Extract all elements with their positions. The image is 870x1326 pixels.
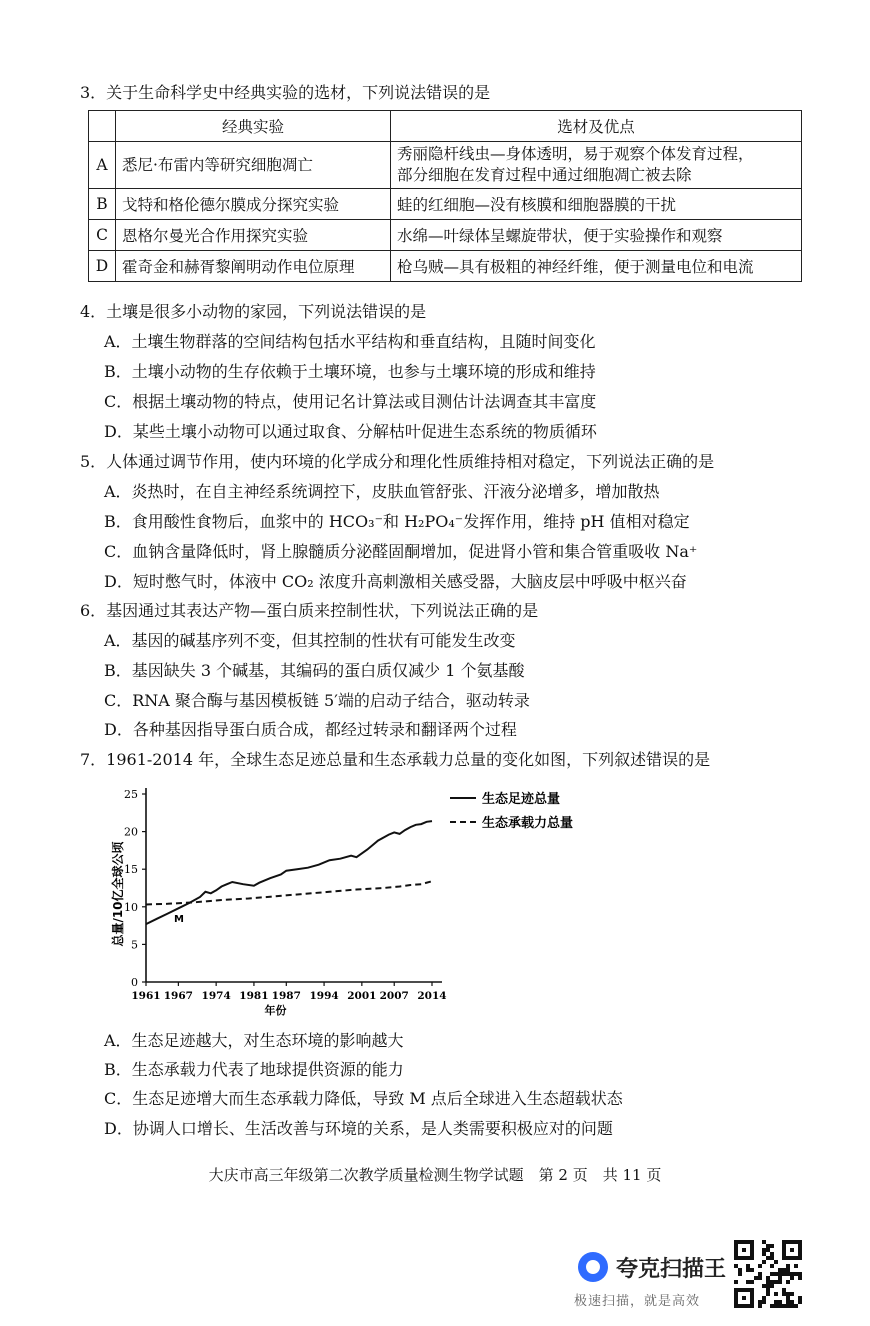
x-tick-label: 2014 [417,990,447,1002]
y-tick-label: 10 [124,900,138,914]
qr-module [746,1240,750,1244]
qr-module [782,1240,786,1244]
qr-module [786,1280,790,1284]
qr-module [738,1256,742,1260]
qr-module [734,1280,738,1284]
qr-module [738,1268,742,1272]
x-tick-label: 1994 [309,990,339,1002]
qr-module [794,1304,798,1308]
qr-module [758,1304,762,1308]
qr-module [734,1248,738,1252]
qr-module [790,1300,794,1304]
qr-module [762,1296,766,1300]
question-6-stem: 6．基因通过其表达产物—蛋白质来控制性状，下列说法正确的是 [80,601,539,620]
qr-module [790,1272,794,1276]
question-6-option-a[interactable]: A．基因的碱基序列不变，但其控制的性状有可能发生改变 [104,631,516,650]
qr-module [742,1256,746,1260]
qr-module [770,1284,774,1288]
qr-module [798,1272,802,1276]
table-row [89,251,802,282]
qr-module [762,1260,766,1264]
qr-module [754,1276,758,1280]
qr-module [766,1292,770,1296]
qr-module [790,1248,794,1252]
qr-module [742,1304,746,1308]
qr-code-icon [734,1240,802,1308]
qr-module [734,1300,738,1304]
question-5-option-a[interactable]: A．炎热时，在自主神经系统调控下，皮肤血管舒张、汗液分泌增多，增加散热 [104,482,660,501]
qr-module [738,1240,742,1244]
qr-module [774,1260,778,1264]
row-experiment: 戈特和格伦德尔膜成分探究实验 [116,189,391,220]
qr-module [774,1304,778,1308]
qr-module [786,1268,790,1272]
qr-module [762,1284,766,1288]
qr-module [742,1296,746,1300]
qr-module [798,1252,802,1256]
qr-module [734,1256,738,1260]
qr-module [750,1304,754,1308]
qr-module [774,1280,778,1284]
question-4-option-b[interactable]: B．土壤小动物的生存依赖于土壤环境，也参与土壤环境的形成和维持 [104,362,596,381]
x-tick-label: 1981 [239,990,269,1002]
footprint-chart [110,780,610,1020]
qr-module [746,1288,750,1292]
question-4-stem: 4．土壤是很多小动物的家园，下列说法错误的是 [80,302,427,321]
qr-module [758,1300,762,1304]
question-6-option-b[interactable]: B．基因缺失 3 个碱基，其编码的蛋白质仅减少 1 个氨基酸 [104,661,525,680]
qr-module [786,1240,790,1244]
qr-module [758,1272,762,1276]
qr-module [770,1244,774,1248]
qr-module [758,1264,762,1268]
y-tick-label: 5 [131,938,138,952]
qr-module [774,1300,778,1304]
qr-module [738,1272,742,1276]
series-line-capacity [146,881,432,904]
qr-module [782,1244,786,1248]
qr-module [762,1252,766,1256]
scanner-logo-icon [578,1252,608,1282]
qr-module [766,1288,770,1292]
legend-label: 生态承载力总量 [482,816,574,831]
qr-module [734,1264,738,1268]
qr-module [750,1256,754,1260]
row-experiment: 霍奇金和赫胥黎阐明动作电位原理 [116,251,391,282]
qr-module [734,1244,738,1248]
qr-module [790,1256,794,1260]
row-material [391,142,802,189]
qr-module [746,1264,750,1268]
qr-module [770,1252,774,1256]
question-5-option-b[interactable]: B．食用酸性食物后，血浆中的 HCO₃⁻和 H₂PO₄⁻发挥作用，维持 pH 值相对稳定 [104,512,690,531]
x-tick-label: 1987 [271,990,301,1002]
qr-module [742,1288,746,1292]
qr-module [778,1272,782,1276]
qr-module [798,1240,802,1244]
qr-module [782,1292,786,1296]
qr-module [782,1304,786,1308]
qr-module [750,1296,754,1300]
qr-module [746,1256,750,1260]
qr-module [734,1292,738,1296]
legend-label: 生态足迹总量 [482,792,561,807]
qr-module [766,1276,770,1280]
qr-module [782,1272,786,1276]
qr-module [746,1268,750,1272]
table-header-blank [89,111,116,142]
qr-module [786,1292,790,1296]
x-tick-label: 1961 [131,990,161,1002]
qr-module [734,1304,738,1308]
question-4-option-d[interactable]: D．某些土壤小动物可以通过取食、分解枯叶促进生态系统的物质循环 [104,422,597,441]
qr-module [738,1304,742,1308]
y-axis-label: 总量/10亿全球公顷 [111,841,125,947]
table-header-material: 选材及优点 [391,111,802,142]
qr-module [734,1252,738,1256]
table-row [89,220,802,251]
qr-module [750,1300,754,1304]
qr-module [770,1304,774,1308]
qr-module [774,1292,778,1296]
qr-module [762,1300,766,1304]
scanner-slogan: 极速扫描，就是高效 [574,1294,701,1309]
qr-module [750,1268,754,1272]
question-5-stem: 5．人体通过调节作用，使内环境的化学成分和理化性质维持相对稳定，下列说法正确的是 [80,452,715,471]
y-tick-label: 25 [124,788,138,801]
qr-module [786,1304,790,1308]
y-tick-label: 20 [124,825,138,839]
qr-module [790,1292,794,1296]
qr-module [770,1264,774,1268]
qr-module [750,1252,754,1256]
qr-module [750,1244,754,1248]
qr-module [794,1256,798,1260]
question-7-option-a[interactable]: A．生态足迹越大，对生态环境的影响越大 [104,1031,404,1050]
qr-module [794,1264,798,1268]
scanner-brand-name: 夸克扫描王 [616,1257,727,1282]
row-label: D [89,251,116,282]
qr-module [790,1240,794,1244]
qr-module [786,1272,790,1276]
qr-module [798,1248,802,1252]
qr-module [794,1272,798,1276]
question-4-option-c[interactable]: C．根据土壤动物的特点，使用记名计算法或目测估计法调查其丰富度 [104,392,597,411]
qr-module [746,1280,750,1284]
qr-module [746,1304,750,1308]
qr-module [782,1256,786,1260]
row-material: 枪乌贼—具有极粗的神经纤维，便于测量电位和电流 [391,251,802,282]
page-footer: 大庆市高三年级第二次教学质量检测生物学试题 第 2 页 共 11 页 [208,1166,662,1184]
x-tick-label: 1967 [163,990,193,1002]
qr-module [742,1240,746,1244]
qr-module [782,1248,786,1252]
qr-module [738,1288,742,1292]
qr-module [782,1288,786,1292]
question-7-stem: 7．1961-2014 年，全球生态足迹总量和生态承载力总量的变化如图，下列叙述错误的是 [80,750,711,769]
qr-module [770,1256,774,1260]
question-5-option-d[interactable]: D．短时憋气时，体液中 CO₂ 浓度升高刺激相关感受器，大脑皮层中呼吸中枢兴奋 [104,572,687,591]
qr-module [750,1240,754,1244]
qr-module [734,1240,738,1244]
qr-module [750,1248,754,1252]
scanner-watermark [572,1248,802,1312]
qr-module [790,1276,794,1280]
x-axis-label: 年份 [264,1004,287,1017]
question-3-stem: 3．关于生命科学史中经典实验的选材，下列说法错误的是 [80,83,491,102]
qr-module [758,1276,762,1280]
x-tick-label: 1974 [201,990,231,1002]
qr-module [786,1300,790,1304]
qr-module [770,1272,774,1276]
qr-module [762,1248,766,1252]
table-header-row [89,111,802,142]
row-label: A [89,142,116,189]
qr-module [798,1276,802,1280]
qr-module [750,1280,754,1284]
qr-module [766,1284,770,1288]
qr-module [762,1240,766,1244]
question-5-option-c[interactable]: C．血钠含量降低时，肾上腺髓质分泌醛固酮增加，促进肾小管和集合管重吸收 Na⁺ [104,542,698,561]
qr-module [790,1304,794,1308]
qr-module [766,1248,770,1252]
row-material-line: 秀丽隐杆线虫—身体透明，易于观察个体发育过程， [397,145,754,163]
qr-module [778,1300,782,1304]
row-material-line: 部分细胞在发育过程中通过细胞凋亡被去除 [397,166,692,184]
qr-module [778,1280,782,1284]
question-4-option-a[interactable]: A．土壤生物群落的空间结构包括水平结构和垂直结构，且随时间变化 [104,332,596,351]
row-material: 水绵—叶绿体呈螺旋带状，便于实验操作和观察 [391,220,802,251]
qr-module [782,1268,786,1272]
qr-module [798,1300,802,1304]
table-row [89,189,802,220]
qr-module [774,1272,778,1276]
qr-module [786,1264,790,1268]
qr-module [798,1256,802,1260]
qr-module [742,1248,746,1252]
question-7-option-d[interactable]: D．协调人口增长、生活改善与环境的关系，是人类需要积极应对的问题 [104,1119,613,1138]
table-header-experiment: 经典实验 [116,111,391,142]
question-3-table [88,110,802,282]
qr-module [766,1280,770,1284]
qr-module [778,1304,782,1308]
qr-module [798,1296,802,1300]
qr-module [770,1280,774,1284]
qr-module [794,1240,798,1244]
x-tick-label: 2001 [347,990,377,1002]
qr-module [750,1292,754,1296]
row-label: B [89,189,116,220]
qr-module [750,1288,754,1292]
question-6-option-d[interactable]: D．各种基因指导蛋白质合成，都经过转录和翻译两个过程 [104,720,517,739]
table-row [89,142,802,189]
annotation-m: M [174,913,185,925]
row-experiment: 恩格尔曼光合作用探究实验 [116,220,391,251]
row-material: 蛙的红细胞—没有核膜和细胞器膜的干扰 [391,189,802,220]
x-tick-label: 2007 [379,990,409,1002]
qr-module [786,1296,790,1300]
qr-module [734,1288,738,1292]
qr-module [734,1296,738,1300]
y-tick-label: 0 [131,976,138,989]
qr-module [786,1256,790,1260]
qr-module [782,1252,786,1256]
qr-module [766,1256,770,1260]
question-7-option-b[interactable]: B．生态承载力代表了地球提供资源的能力 [104,1060,404,1079]
row-label: C [89,220,116,251]
qr-module [798,1244,802,1248]
question-6-option-c[interactable]: C．RNA 聚合酶与基因模板链 5′端的启动子结合，驱动转录 [104,691,530,710]
question-7-option-c[interactable]: C．生态足迹增大而生态承载力降低，导致 M 点后全球进入生态超载状态 [104,1089,623,1108]
row-experiment: 悉尼·布雷内等研究细胞凋亡 [116,142,391,189]
y-tick-label: 15 [124,863,138,877]
qr-module [778,1276,782,1280]
qr-module [766,1244,770,1248]
qr-module [778,1268,782,1272]
series-line-footprint [146,821,432,924]
